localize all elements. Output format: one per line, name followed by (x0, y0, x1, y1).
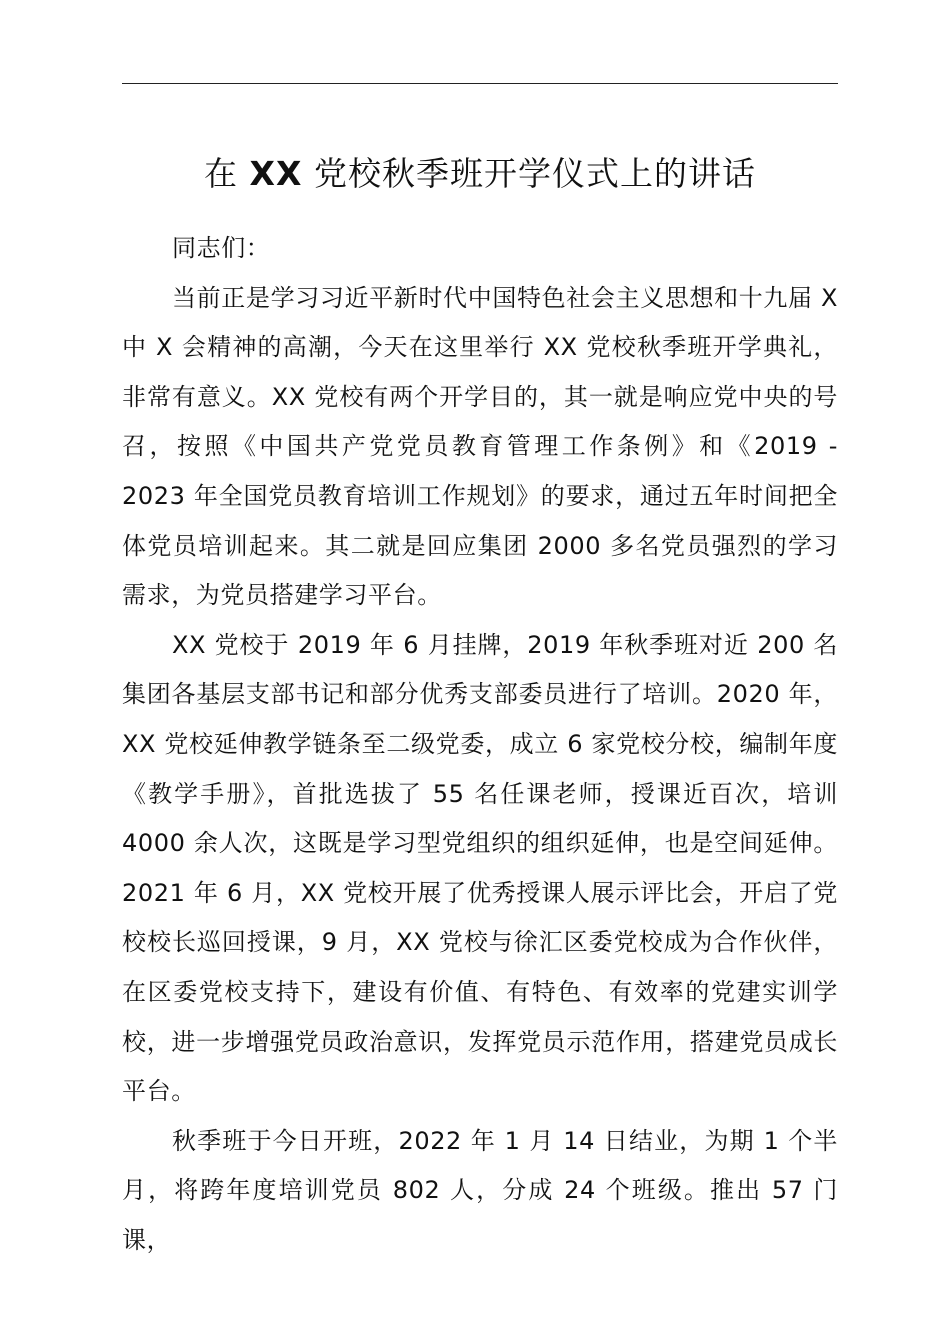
greeting: 同志们： (172, 234, 271, 262)
title-suffix: 党校秋季班开学仪式上的讲话 (313, 154, 756, 193)
paragraph-1: 当前正是学习习近平新时代中国特色社会主义思想和十九届 X 中 X 会精神的高潮，今天在这里举行 XX 党校秋季班开学典礼，非常有意义。XX 党校有两个开学目的，其一就是响应党中央的号召，按照《中国共产党党员教育管理工作条例》和《2019 - 2023 年全国党员教育培训工作规划》的要求，通过五年时间把全体党员培训起来。其二就是回应集团 2000 多名党员强烈的学习需求，为党员搭建学习平台。 (122, 283, 838, 610)
title-prefix: 在 (204, 154, 239, 193)
document-title (122, 150, 838, 198)
document-body (122, 224, 838, 1265)
header-rule (122, 83, 838, 84)
paragraph-3: 秋季班于今日开班，2022 年 1 月 14 日结业，为期 1 个半月，将跨年度培训党员 802 人，分成 24 个班级。推出 57 门课， (122, 1126, 838, 1254)
title-bold-xx: XX (249, 154, 303, 193)
paragraph-2: XX 党校于 2019 年 6 月挂牌，2019 年秋季班对近 200 名集团各基层支部书记和部分优秀支部委员进行了培训。2020 年，XX 党校延伸教学链条至二级党委，成立 6 家党校分校，编制年度《教学手册》，首批选拔了 55 名任课老师，授课近百次，培训 4000 余人次，这既是学习型党组织的组织延伸，也是空间延伸。2021 年 6 月，XX 党校开展了优秀授课人展示评比会，开启了党校校长巡回授课，9 月，XX 党校与徐汇区委党校成为合作伙伴，在区委党校支持下，建设有价值、有特色、有效率的党建实训学校，进一步增强党员政治意识，发挥党员示范作用，搭建党员成长平台。 (122, 630, 838, 1106)
